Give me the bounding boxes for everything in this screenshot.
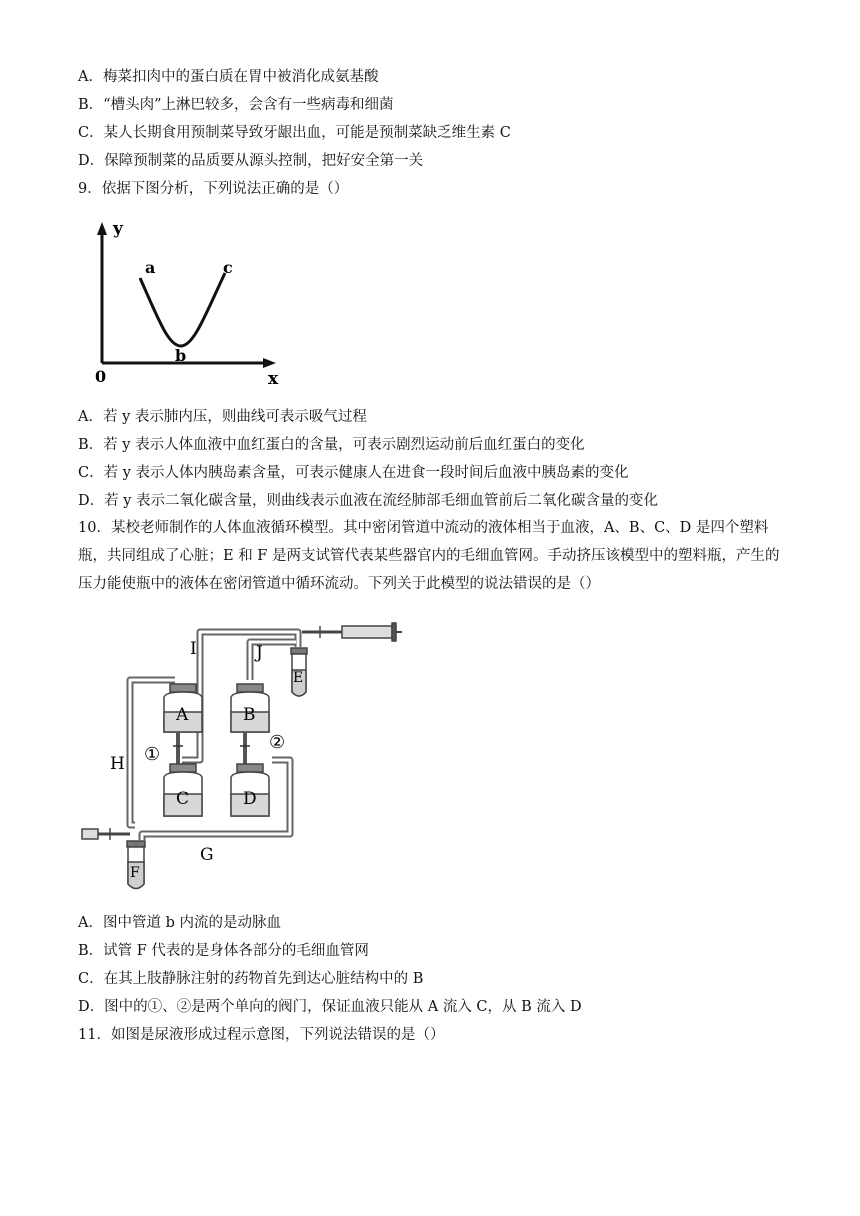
label-valve-1: ① (144, 744, 161, 765)
q11-stem: 11．如图是尿液形成过程示意图，下列说法错误的是（） (78, 1027, 445, 1043)
label-a: A (176, 705, 189, 725)
syringe-icon (302, 623, 402, 641)
y-axis-arrow (97, 222, 107, 235)
q8-option-b: B．“槽头肉”上淋巴较多，会含有一些病毒和细菌 (78, 97, 394, 113)
label-d: D (243, 789, 257, 809)
label-h: H (110, 754, 125, 774)
point-c-label: c (223, 258, 233, 277)
x-axis-arrow (263, 358, 276, 368)
q10-option-b: B．试管 F 代表的是身体各部分的毛细血管网 (78, 943, 369, 959)
origin-label: 0 (95, 367, 107, 386)
q9-option-a: A．若 y 表示肺内压，则曲线可表示吸气过程 (78, 409, 367, 425)
label-j: J (256, 643, 263, 663)
label-i: I (190, 639, 197, 659)
q10-stem: 10．某校老师制作的人体血液循环模型。其中密闭管道中流动的液体相当于血液，A、B、C、D 是四个塑料瓶，共同组成了心脏；E 和 F 是两支试管代表某些器官内的毛细血管网。手动挤压该模型中的塑料瓶，产生的压力能使瓶中的液体在密闭管道中循环流动。下列关于此模型的说法错误的是（） (78, 520, 780, 592)
label-f: F (130, 865, 140, 881)
curve-abc (140, 273, 225, 346)
q9-graph (88, 218, 288, 390)
point-b-label: b (175, 346, 187, 365)
point-a-label: a (145, 258, 156, 277)
x-axis-label: x (268, 369, 279, 389)
q9-stem: 9．依据下图分析，下列说法正确的是（） (78, 181, 349, 197)
label-b: B (243, 705, 256, 725)
q8-option-a: A．梅菜扣肉中的蛋白质在胃中被消化成氨基酸 (78, 69, 379, 85)
label-g: G (200, 845, 214, 865)
q10-circulation-model (80, 612, 410, 904)
y-axis-label: y (113, 219, 123, 239)
q8-option-c: C．某人长期食用预制菜导致牙龈出血，可能是预制菜缺乏维生素 C (78, 125, 511, 141)
q8-option-d: D．保障预制菜的品质要从源头控制，把好安全第一关 (78, 153, 424, 169)
q10-option-d: D．图中的①、②是两个单向的阀门，保证血液只能从 A 流入 C，从 B 流入 D (78, 999, 582, 1015)
q9-option-b: B．若 y 表示人体血液中血红蛋白的含量，可表示剧烈运动前后血红蛋白的变化 (78, 437, 585, 453)
needle-icon (82, 828, 130, 840)
q10-option-a: A．图中管道 b 内流的是动脉血 (78, 915, 281, 931)
q10-option-c: C．在其上肢静脉注射的药物首先到达心脏结构中的 B (78, 971, 424, 987)
label-valve-2: ② (269, 732, 286, 753)
label-c: C (176, 789, 190, 809)
label-e: E (293, 670, 304, 686)
q9-option-d: D．若 y 表示二氧化碳含量，则曲线表示血液在流经肺部毛细血管前后二氧化碳含量的变化 (78, 493, 659, 509)
q9-option-c: C．若 y 表示人体内胰岛素含量，可表示健康人在进食一段时间后血液中胰岛素的变化 (78, 465, 629, 481)
